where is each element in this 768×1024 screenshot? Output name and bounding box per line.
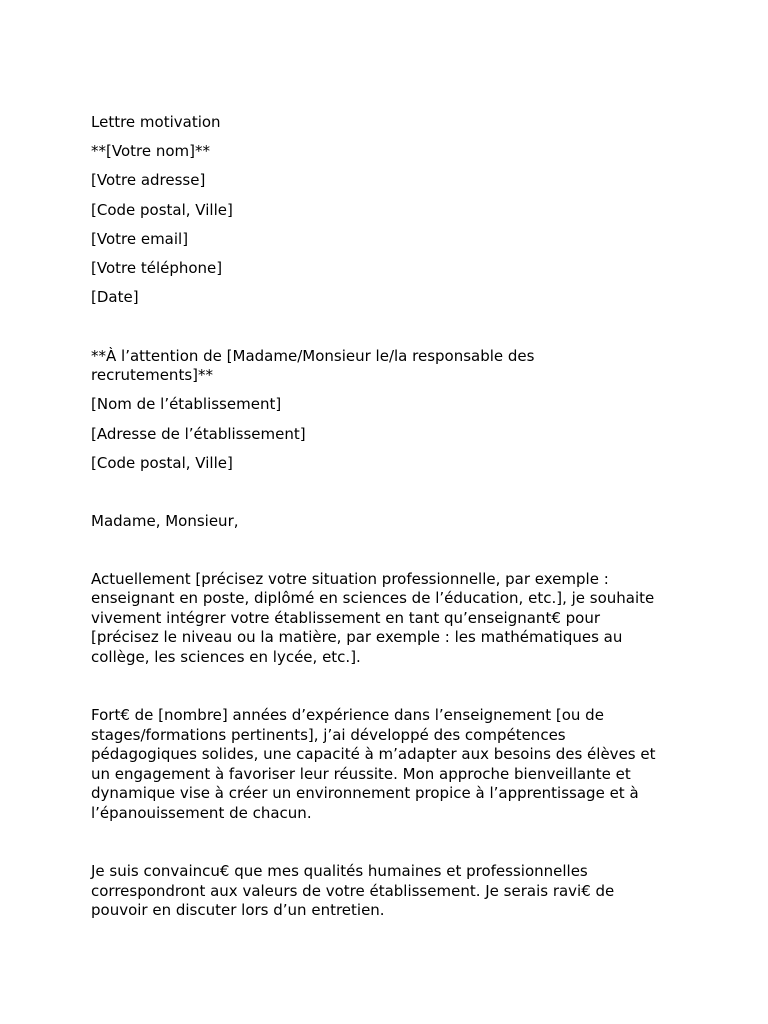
- paragraph-line: vivement intégrer votre établissement en tant qu’enseignant€ pour: [91, 608, 601, 627]
- paragraph-line: pouvoir en discuter lors d’un entretien.: [91, 901, 385, 920]
- paragraph-line: Actuellement [précisez votre situation professionnelle, par exemple :: [91, 569, 609, 588]
- recipient-attention: [91, 347, 691, 386]
- paragraph-line: pédagogiques solides, une capacité à m’adapter aux besoins des élèves et: [91, 745, 656, 764]
- paragraph-line: Je suis convaincu€ que mes qualités humaines et professionnelles: [91, 862, 588, 881]
- paragraph-closing: [91, 862, 691, 921]
- paragraph-line: enseignant en poste, diplômé en sciences de l’éducation, etc.], je souhaite: [91, 589, 655, 608]
- paragraph-line: dynamique vise à créer un environnement propice à l’apprentissage et à: [91, 784, 639, 803]
- paragraph-line: l’épanouissement de chacun.: [91, 803, 312, 822]
- recipient-institution-address: [Adresse de l’établissement]: [91, 424, 306, 443]
- paragraph-line: Fort€ de [nombre] années d’expérience dans l’enseignement [ou de: [91, 706, 604, 725]
- sender-postal: [Code postal, Ville]: [91, 200, 233, 219]
- sender-name: **[Votre nom]**: [91, 142, 210, 161]
- letter-page: [91, 113, 691, 921]
- recipient-attention-line: recrutements]**: [91, 366, 213, 385]
- salutation: Madame, Monsieur,: [91, 512, 239, 531]
- sender-phone: [Votre téléphone]: [91, 258, 223, 277]
- paragraph-experience: [91, 706, 691, 823]
- spacer: [91, 823, 691, 862]
- document-title: Lettre motivation: [91, 113, 221, 131]
- sender-email: [Votre email]: [91, 229, 189, 248]
- paragraph-line: un engagement à favoriser leur réussite. Mon approche bienveillante et: [91, 764, 631, 783]
- paragraph-situation: [91, 570, 691, 668]
- recipient-attention-line: **À l’attention de [Madame/Monsieur le/la responsable des: [91, 346, 535, 365]
- spacer: [91, 667, 691, 706]
- paragraph-line: collège, les sciences en lycée, etc.].: [91, 647, 361, 666]
- recipient-postal: [Code postal, Ville]: [91, 453, 233, 472]
- spacer: [91, 532, 691, 570]
- letter-date: [Date]: [91, 288, 139, 307]
- paragraph-line: [précisez le niveau ou la matière, par exemple : les mathématiques au: [91, 628, 623, 647]
- spacer: [91, 308, 691, 347]
- spacer: [91, 473, 691, 512]
- paragraph-line: correspondront aux valeurs de votre établissement. Je serais ravi€ de: [91, 881, 615, 900]
- sender-address: [Votre adresse]: [91, 171, 206, 190]
- paragraph-line: stages/formations pertinents], j’ai développé des compétences: [91, 725, 566, 744]
- recipient-institution: [Nom de l’établissement]: [91, 395, 282, 414]
